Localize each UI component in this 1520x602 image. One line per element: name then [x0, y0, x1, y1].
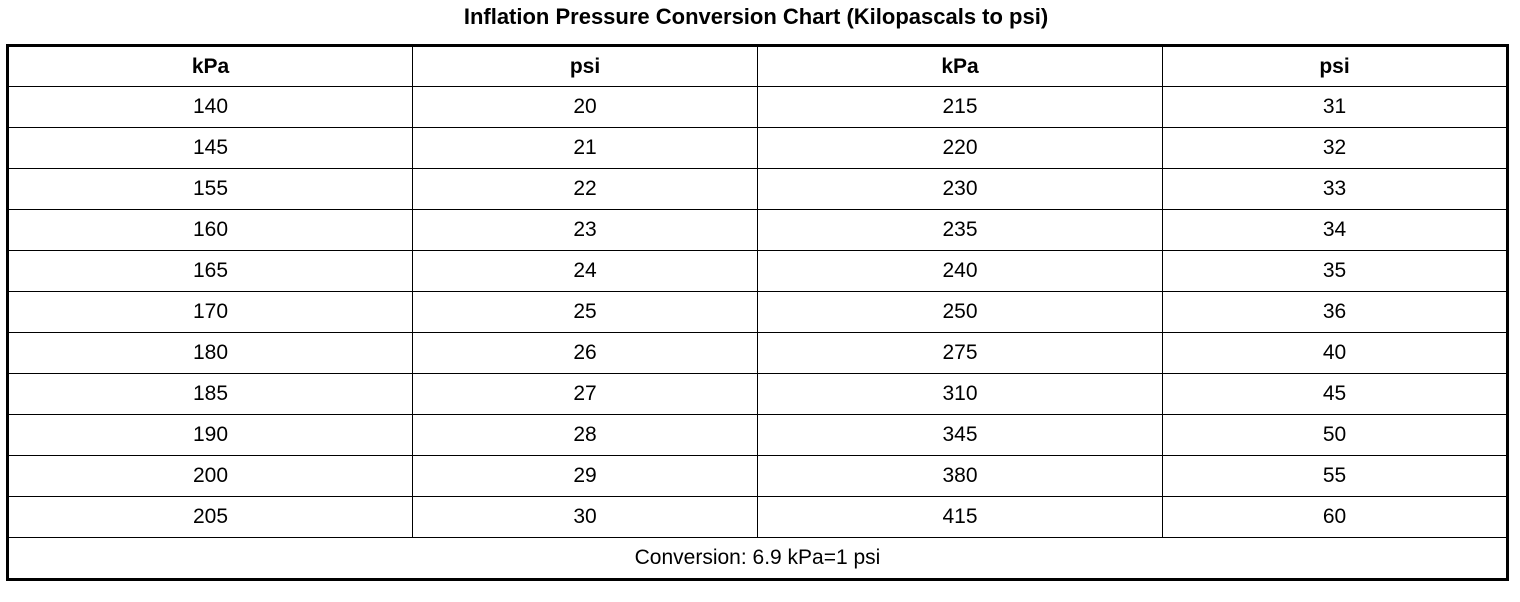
- table-row: [8, 87, 1508, 128]
- footnote-row: [8, 538, 1508, 580]
- table-cell: 170: [8, 292, 413, 333]
- table-cell: 205: [8, 497, 413, 538]
- table-cell: 185: [8, 374, 413, 415]
- header-psi: psi: [1163, 46, 1508, 87]
- table-cell: 33: [1163, 169, 1508, 210]
- table-cell: 60: [1163, 497, 1508, 538]
- header-kpa: kPa: [8, 46, 413, 87]
- table-cell: 36: [1163, 292, 1508, 333]
- table-row: [8, 210, 1508, 251]
- conversion-table: [6, 44, 1509, 581]
- table-cell: 415: [758, 497, 1163, 538]
- header-kpa: kPa: [758, 46, 1163, 87]
- table-cell: 180: [8, 333, 413, 374]
- table-row: [8, 333, 1508, 374]
- table-cell: 145: [8, 128, 413, 169]
- table-row: [8, 374, 1508, 415]
- table-cell: 240: [758, 251, 1163, 292]
- header-row: [8, 46, 1508, 87]
- table-cell: 20: [413, 87, 758, 128]
- header-psi: psi: [413, 46, 758, 87]
- table-row: [8, 128, 1508, 169]
- table-cell: 380: [758, 456, 1163, 497]
- table-row: [8, 169, 1508, 210]
- table-cell: 34: [1163, 210, 1508, 251]
- table-cell: 310: [758, 374, 1163, 415]
- table-cell: 165: [8, 251, 413, 292]
- table-row: [8, 292, 1508, 333]
- table-cell: 23: [413, 210, 758, 251]
- table-cell: 29: [413, 456, 758, 497]
- table-cell: 26: [413, 333, 758, 374]
- table-row: [8, 415, 1508, 456]
- table-cell: 235: [758, 210, 1163, 251]
- table-cell: 55: [1163, 456, 1508, 497]
- table-cell: 345: [758, 415, 1163, 456]
- table-cell: 230: [758, 169, 1163, 210]
- table-cell: 28: [413, 415, 758, 456]
- table-cell: 190: [8, 415, 413, 456]
- table-cell: 160: [8, 210, 413, 251]
- table-row: [8, 456, 1508, 497]
- table-cell: 250: [758, 292, 1163, 333]
- conversion-note: Conversion: 6.9 kPa=1 psi: [8, 538, 1508, 580]
- page-title: Inflation Pressure Conversion Chart (Kilopascals to psi): [463, 4, 1049, 29]
- table-cell: 25: [413, 292, 758, 333]
- table-cell: 40: [1163, 333, 1508, 374]
- table-cell: 32: [1163, 128, 1508, 169]
- table-cell: 21: [413, 128, 758, 169]
- table-cell: 45: [1163, 374, 1508, 415]
- table-cell: 220: [758, 128, 1163, 169]
- table-cell: 24: [413, 251, 758, 292]
- table-cell: 275: [758, 333, 1163, 374]
- table-cell: 200: [8, 456, 413, 497]
- table-cell: 140: [8, 87, 413, 128]
- table-cell: 155: [8, 169, 413, 210]
- table-cell: 35: [1163, 251, 1508, 292]
- table-cell: 22: [413, 169, 758, 210]
- table-cell: 31: [1163, 87, 1508, 128]
- table-row: [8, 251, 1508, 292]
- table-row: [8, 497, 1508, 538]
- table-cell: 30: [413, 497, 758, 538]
- table-cell: 50: [1163, 415, 1508, 456]
- table-cell: 27: [413, 374, 758, 415]
- table-cell: 215: [758, 87, 1163, 128]
